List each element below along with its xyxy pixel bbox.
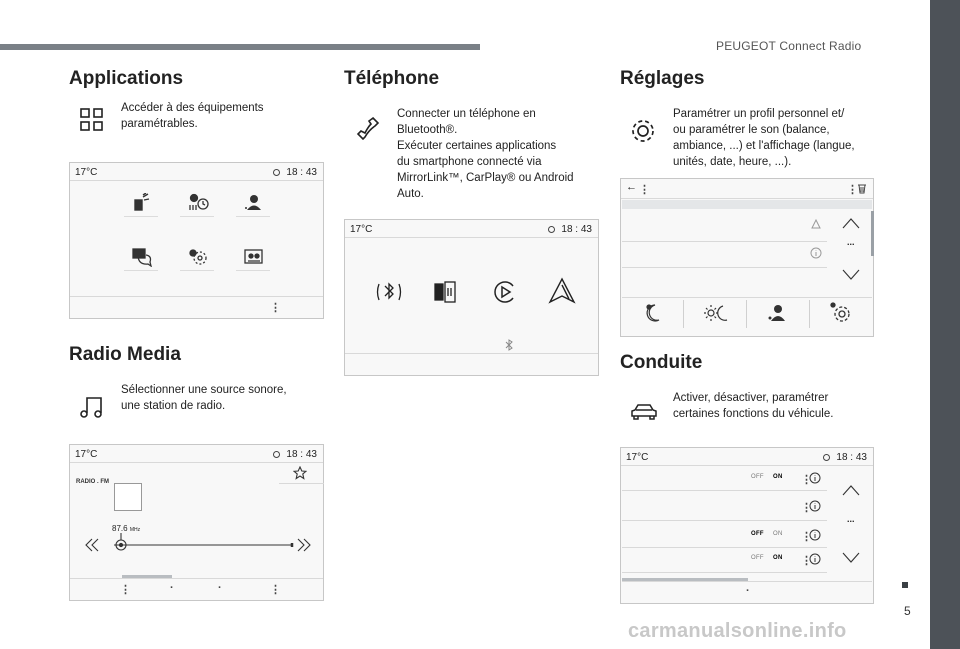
status-bar (70, 445, 323, 463)
info-icon[interactable] (809, 553, 821, 565)
more-options-icon[interactable]: ⋮ (801, 502, 812, 514)
clock-time: 18 : 43 (286, 449, 317, 460)
system-settings-icon[interactable] (829, 301, 851, 323)
clock-time: 18 : 43 (286, 167, 317, 178)
side-tab-bar (930, 0, 960, 649)
seek-back-icon (86, 539, 98, 551)
bluetooth-status-icon (505, 339, 513, 351)
clock (273, 167, 317, 178)
row-divider (622, 572, 827, 573)
radio-media-description: Sélectionner une source sonore, une station de radio. (121, 384, 287, 412)
info-icon[interactable] (809, 529, 821, 541)
clock (548, 224, 592, 235)
app-tile-settings-cycle[interactable] (180, 247, 214, 271)
status-bar (621, 448, 873, 466)
more-options-icon[interactable]: ⋮ (120, 584, 131, 596)
toggle-on-label: ON (773, 531, 783, 537)
grid-apps-icon (80, 108, 116, 144)
frequency-unit: MHz (129, 527, 141, 533)
desc-line: Bluetooth®. (397, 124, 458, 136)
profile-icon[interactable] (767, 303, 787, 323)
desc-line: Exécuter certaines applications (397, 140, 557, 152)
back-arrow-icon[interactable]: ← (626, 181, 637, 193)
android-auto-icon[interactable] (547, 276, 577, 306)
scroll-down-icon[interactable] (841, 552, 861, 564)
night-mode-icon[interactable] (645, 303, 665, 323)
page-number: 5 (904, 604, 911, 618)
divider (809, 300, 810, 328)
info-icon[interactable] (809, 500, 821, 512)
row-divider (622, 267, 827, 268)
scrollbar-thumb[interactable] (871, 211, 874, 256)
page-dot: · (218, 582, 222, 594)
radio-band: RADIO . FM (76, 479, 109, 485)
clock-time: 18 : 43 (836, 452, 867, 463)
toggle-switch[interactable] (749, 554, 791, 563)
header-rule (0, 44, 480, 50)
warning-icon (811, 219, 821, 229)
toggle-switch[interactable] (749, 473, 791, 482)
header-title: PEUGEOT Connect Radio (716, 39, 862, 53)
row-divider (622, 547, 827, 548)
station-logo-placeholder (114, 483, 142, 511)
desc-line: du smartphone connecté via (397, 156, 542, 168)
clock-time: 18 : 43 (561, 224, 592, 235)
app-tile-air-conditioning[interactable] (180, 193, 214, 217)
day-night-icon[interactable] (703, 303, 731, 323)
divider (746, 300, 747, 328)
toggle-off-label: OFF (751, 531, 764, 537)
reglages-description (673, 106, 873, 170)
clock (823, 452, 867, 463)
frequency-value: 87.6 (112, 524, 128, 533)
divider (683, 300, 684, 328)
gps-icon (823, 454, 830, 461)
music-note-icon (80, 395, 116, 431)
mirrorlink-icon[interactable] (433, 278, 459, 306)
applications-description: Accéder à des équipements paramétrables. (121, 102, 264, 130)
toggle-off-label: OFF (751, 555, 764, 561)
watermark: carmanualsonline.info (628, 620, 847, 642)
more-options-icon[interactable]: ⋮ (801, 474, 812, 486)
desc-line: ou paramétrer le son (balance, (673, 124, 830, 136)
temperature: 17°C (75, 167, 98, 178)
continue-marker (902, 582, 908, 588)
car-icon (630, 402, 666, 438)
carplay-icon[interactable] (491, 278, 519, 306)
status-bar (70, 163, 323, 181)
temperature: 17°C (75, 449, 98, 460)
radio-media-title: Radio Media (69, 344, 181, 365)
frequency-tuner[interactable] (84, 533, 312, 557)
row-divider (622, 520, 827, 521)
applications-title: Applications (69, 68, 184, 89)
list-options-icon[interactable]: ⋮ (270, 584, 281, 596)
bottom-bar (345, 353, 598, 375)
favorite-star-icon[interactable] (293, 466, 307, 480)
toggle-switch[interactable] (749, 530, 791, 539)
row-divider (622, 241, 827, 242)
row-divider (622, 490, 827, 491)
temperature: 17°C (350, 224, 373, 235)
toggle-off-label: OFF (751, 474, 764, 480)
toggle-on-label: ON (773, 555, 783, 561)
settings-screen (620, 178, 874, 337)
desc-line: Activer, désactiver, paramétrer (673, 392, 829, 404)
temperature: 17°C (626, 452, 649, 463)
desc-line: Auto. (397, 188, 424, 200)
ellipsis-icon[interactable]: ... (847, 514, 855, 524)
desc-line: certaines fonctions du véhicule. (673, 408, 834, 420)
desc-line: ambiance, ...) et l'affichage (langue, (673, 140, 855, 152)
scroll-up-icon[interactable] (841, 484, 861, 496)
conduite-description (673, 390, 873, 422)
telephone-screen (344, 219, 599, 376)
more-options-icon[interactable]: ⋮ (847, 184, 858, 196)
app-tile-connected-nav[interactable] (124, 193, 158, 217)
settings-toolbar (621, 179, 873, 199)
info-icon[interactable] (809, 472, 821, 484)
app-tile-messages[interactable] (124, 247, 158, 271)
gps-icon (548, 226, 555, 233)
page-dot: · (746, 585, 750, 597)
favorite-area (279, 464, 324, 484)
conduite-title: Conduite (620, 352, 703, 373)
clock (273, 449, 317, 460)
app-tile-driver-profile[interactable] (236, 193, 270, 217)
applications-screen (69, 162, 324, 319)
bottom-bar (70, 296, 323, 318)
bluetooth-phone-icon[interactable] (375, 278, 403, 306)
phone-handset-icon (356, 116, 392, 152)
row-divider (622, 581, 872, 582)
row-divider (622, 297, 872, 298)
bottom-bar (70, 578, 323, 600)
desc-line: unités, date, heure, ...). (673, 156, 792, 168)
desc-line: Paramétrer un profil personnel et/ (673, 108, 845, 120)
selected-row-band (622, 200, 872, 209)
radio-screen (69, 444, 324, 601)
gear-icon (630, 118, 666, 154)
more-options-icon[interactable]: ⋮ (801, 531, 812, 543)
trash-icon[interactable] (857, 183, 867, 194)
desc-line: Connecter un téléphone en (397, 108, 536, 120)
telephone-description (397, 106, 587, 202)
driving-screen (620, 447, 874, 604)
more-options-icon[interactable]: ⋮ (801, 555, 812, 567)
ellipsis-icon[interactable]: ... (847, 237, 855, 247)
telephone-title: Téléphone (344, 68, 440, 89)
gps-icon (273, 451, 280, 458)
page-dot: · (170, 582, 174, 594)
scroll-up-icon[interactable] (841, 217, 861, 229)
status-bar (345, 220, 598, 238)
frequency-readout (112, 524, 140, 533)
more-options-icon[interactable]: ⋮ (270, 302, 281, 314)
toggle-on-label: ON (773, 474, 783, 480)
scroll-down-icon[interactable] (841, 269, 861, 281)
desc-line: MirrorLink™, CarPlay® ou Android (397, 172, 574, 184)
seek-forward-icon (298, 539, 310, 551)
more-options-icon[interactable]: ⋮ (639, 184, 650, 196)
reglages-title: Réglages (620, 68, 705, 89)
info-icon[interactable] (810, 247, 822, 259)
gps-icon (273, 169, 280, 176)
app-tile-contacts-card[interactable] (236, 247, 270, 271)
